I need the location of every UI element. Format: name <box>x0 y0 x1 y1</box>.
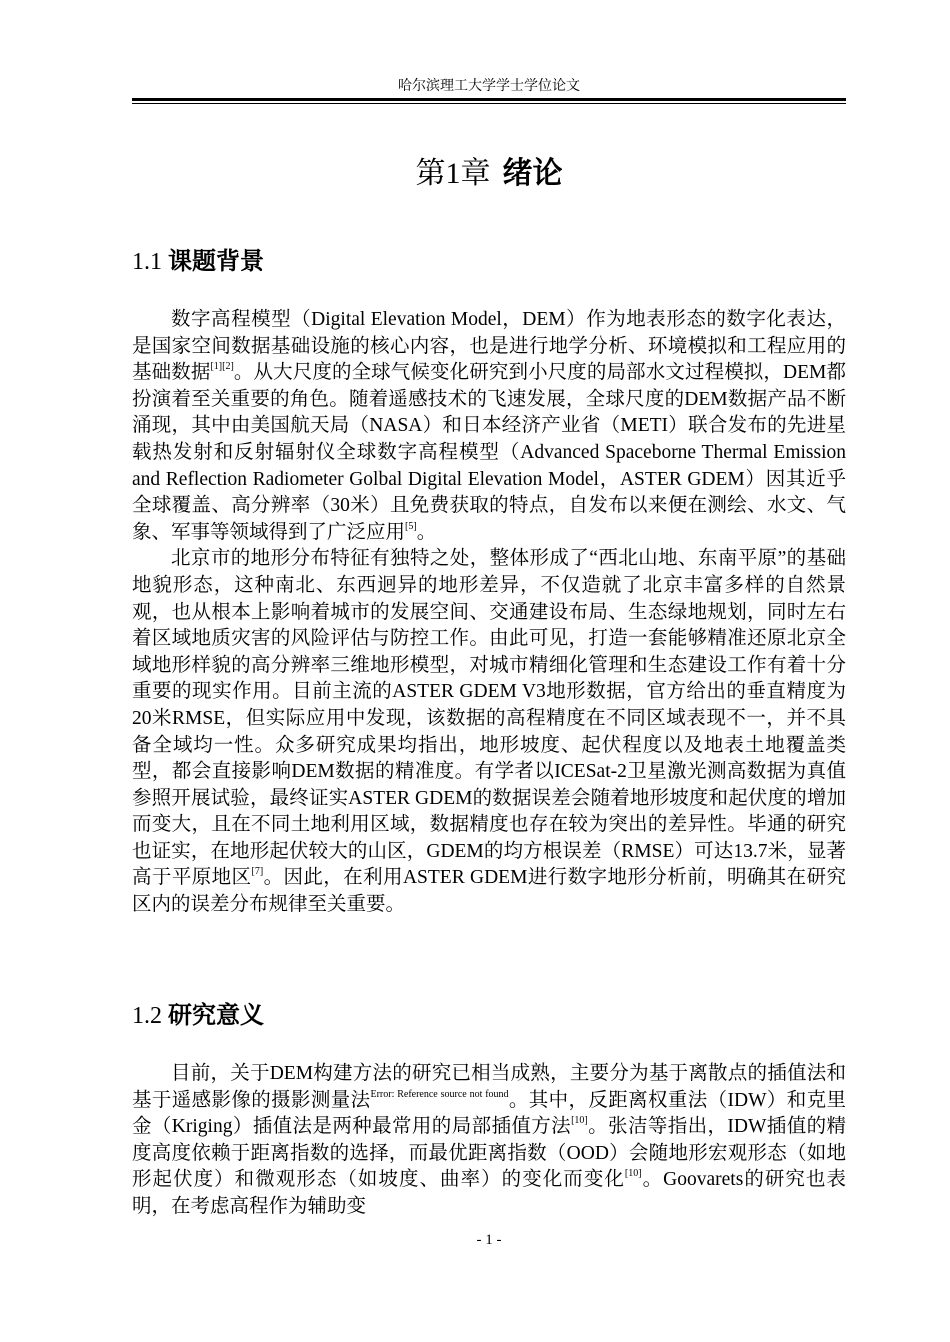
paragraph <box>132 1061 846 1221</box>
paragraph <box>132 307 846 546</box>
citation: [5] <box>405 520 417 532</box>
paragraph-text: 北京市的地形分布特征有独特之处，整体形成了“西北山地、东南平原”的基础地貌形态，这种南北、东西迥异的地形差异，不仅造就了北京丰富多样的自然景观，也从根本上影响着城市的发展空间、交通建设布局、生态绿地规划，同时左右着区域地质灾害的风险评估与防控工作。由此可见，打造一套能够精准还原北京全域地形样貌的高分辨率三维地形模型，对城市精细化管理和生态建设工作有着十分重要的现实作用。目前主流的ASTER GDEM V3地形数据，官方给出的垂直精度为20米RMSE，但实际应用中发现，该数据的高程精度在不同区域表现不一，并不具备全域均一性。众多研究成果均指出，地形坡度、起伏程度以及地表土地覆盖类型，都会直接影响DEM数据的精准度。有学者以ICESat-2卫星激光测高数据为真值参照开展试验，最终证实ASTER GDEM的数据误差会随着地形坡度和起伏度的增加而变大，且在不同土地利用区域，数据精度也存在较为突出的差异性。毕通的研究也证实，在地形起伏较大的山区，GDEM的均方根误差（RMSE）可达13.7米，显著高于平原地区 <box>132 548 846 889</box>
paragraph-text: 。Goovarets的研究也表明，在考虑高程作为辅助变 <box>132 1169 846 1217</box>
header-rule-thin <box>132 103 846 104</box>
section-number: 1.2 <box>132 1003 162 1029</box>
paragraph-text: 目前，关于DEM构建方法的研究已相当成熟，主要分为基于离散点的插值法和基于遥感影像的摄影测量法 <box>132 1063 846 1111</box>
header-rule-thick <box>132 98 846 101</box>
page-number: - 1 - <box>476 1232 502 1248</box>
paragraph <box>132 546 846 918</box>
chapter-name: 绪论 <box>502 157 563 190</box>
citation: [1][2] <box>210 361 234 373</box>
chapter-number: 第1章 <box>415 157 491 190</box>
chapter-title <box>132 150 846 198</box>
citation: [7] <box>251 866 264 878</box>
section-1-2-body <box>132 1061 846 1221</box>
section-heading-1-1 <box>132 246 264 278</box>
paragraph-text: 。 <box>416 521 437 543</box>
section-number: 1.1 <box>132 249 162 275</box>
paragraph-text: 。因此，在利用ASTER GDEM进行数字地形分析前，明确其在研究区内的误差分布规律至关重要。 <box>132 867 846 916</box>
paragraph-text: 数字高程模型（Digital Elevation Model，DEM）作为地表形态的数字化表达，是国家空间数据基础设施的核心内容，也是进行地学分析、环境模拟和工程应用的基础数据 <box>132 309 846 384</box>
section-name: 课题背景 <box>168 249 264 275</box>
citation: [10] <box>624 1168 642 1180</box>
paragraph-text: 。张洁等指出，IDW插值的精度高度依赖于距离指数的选择，而最优距离指数（OOD）会随地形宏观形态（如地形起伏度）和微观形态（如坡度、曲率）的变化而变化 <box>132 1116 846 1191</box>
running-header: 哈尔滨理工大学学士学位论文 <box>398 79 580 94</box>
section-heading-1-2 <box>132 1000 264 1032</box>
paragraph-text: 。从大尺度的全球气候变化研究到小尺度的局部水文过程模拟，DEM都扮演着至关重要的角色。随着遥感技术的飞速发展，全球尺度的DEM数据产品不断涌现，其中由美国航天局（NASA）和日本经济产业省（METI）联合发布的先进星载热发射和反射辐射仪全球数字高程模型（Advanced Spaceborne Thermal Emission and Reflection Radiometer Golbal Digital Elevation Model，ASTER GDEM）因其近乎全球覆盖、高分辨率（30米）且免费获取的特点，自发布以来便在测绘、水文、气象、军事等领域得到了广泛应用 <box>132 362 846 543</box>
citation: [10] <box>571 1115 588 1127</box>
section-1-1-body <box>132 307 846 919</box>
paragraph-text: 。其中，反距离权重法（IDW）和克里金（Kriging）插值法是两种最常用的局部插值方法 <box>132 1089 846 1138</box>
section-name: 研究意义 <box>168 1003 264 1029</box>
reference-error: Error: Reference source not found <box>370 1088 509 1100</box>
